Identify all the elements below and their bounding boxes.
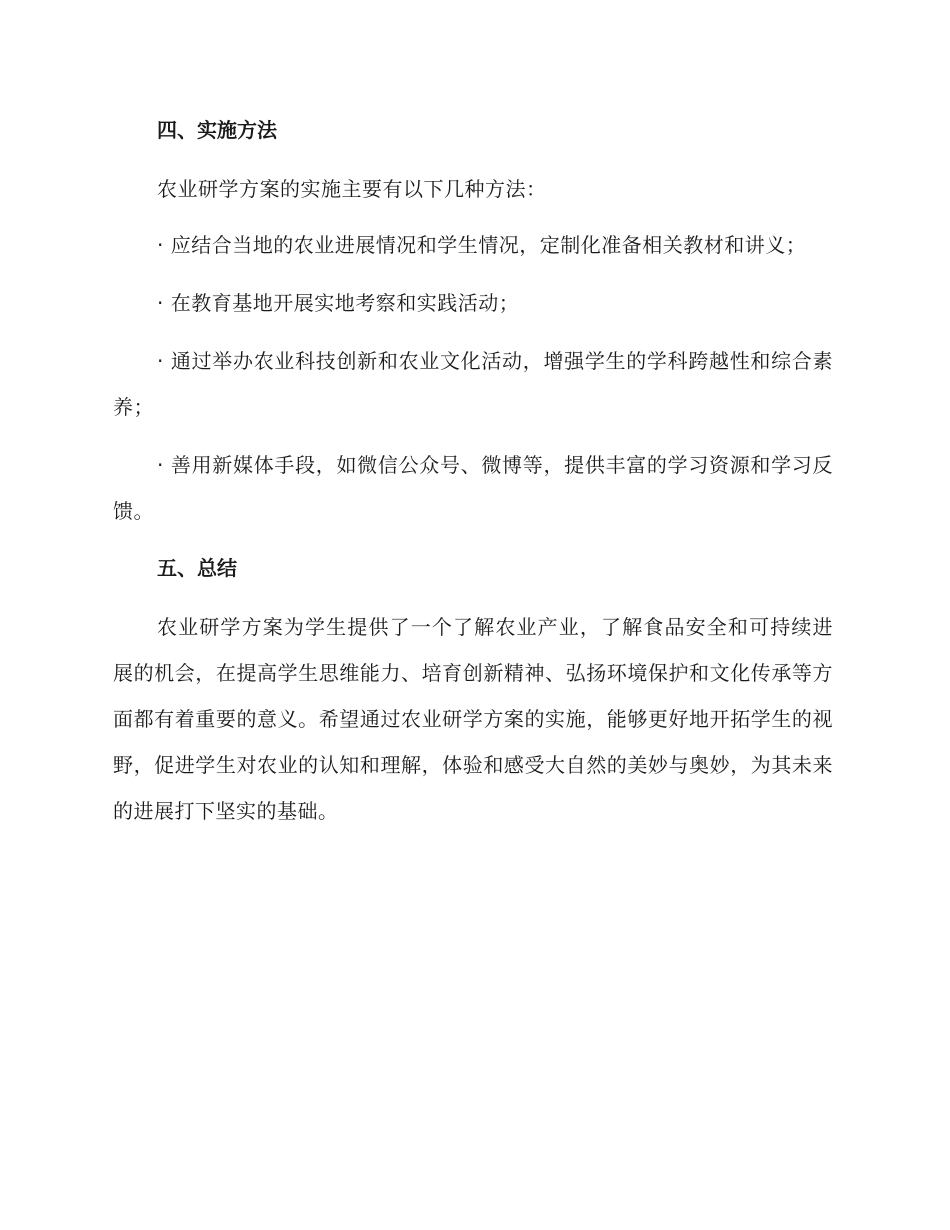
list-item: · 善用新媒体手段，如微信公众号、微博等，提供丰富的学习资源和学习反馈。 [113,453,833,523]
summary-paragraph: 农业研学方案为学生提供了一个了解农业产业，了解食品安全和可持续进展的机会，在提高学生思维能力、培育创新精神、弘扬环境保护和文化传承等方面都有着重要的意义。希望通过农业研学方案的实施，能够更好地开拓学生的视野，促进学生对农业的认知和理解，体验和感受大自然的美妙与奥妙，为其未来的进展打下坚实的基础。 [113,615,833,823]
section-intro-paragraph: 农业研学方案的实施主要有以下几种方法： [157,177,547,201]
list-item: · 在教育基地开展实地考察和实践活动； [157,291,520,315]
section-heading-implementation: 四、实施方法 [157,118,277,142]
list-item: · 应结合当地的农业进展情况和学生情况，定制化准备相关教材和讲义； [157,233,807,257]
section-heading-summary: 五、总结 [157,556,237,580]
list-item: · 通过举办农业科技创新和农业文化活动，增强学生的学科跨越性和综合素养； [113,349,833,419]
document-page [113,108,833,846]
